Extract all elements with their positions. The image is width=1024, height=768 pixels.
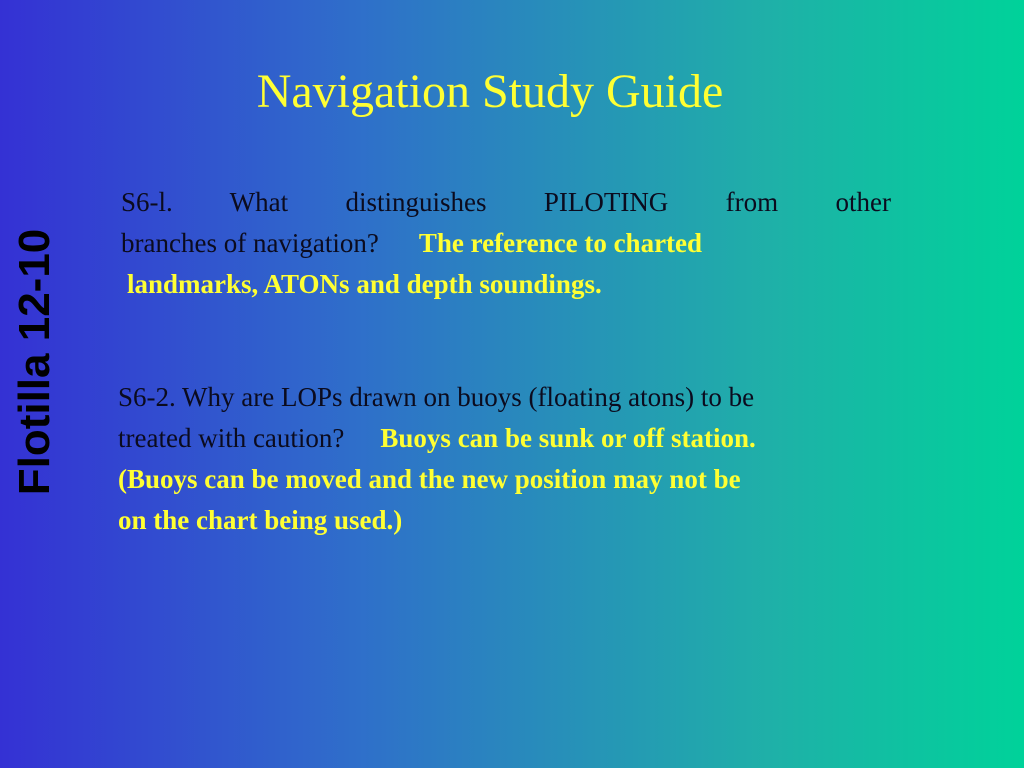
question-1-line-2: branches of navigation? — [121, 228, 379, 258]
answer-2-closing-paren: ) — [393, 505, 403, 535]
question-2-line-2: treated with caution? — [118, 423, 345, 453]
question-block-1 — [121, 182, 891, 305]
answer-2-line-1: Buoys can be sunk or off station. — [380, 423, 756, 453]
answer-1-line-2: landmarks, ATONs and depth soundings. — [127, 269, 602, 299]
question-1-line-1: S6-l. What distinguishes PILOTING from other — [121, 187, 891, 217]
answer-2-line-2: (Buoys can be moved and the new position may not be — [118, 464, 741, 494]
question-block-2 — [118, 377, 923, 541]
question-2-line-1: S6-2. Why are LOPs drawn on buoys (floating atons) to be — [118, 382, 755, 412]
slide-title: Navigation Study Guide — [256, 65, 724, 118]
answer-1-line-1: The reference to charted — [418, 228, 703, 258]
side-label: Flotilla 12-10 — [10, 228, 59, 496]
answer-2-line-3: on the chart being used. — [118, 505, 394, 535]
